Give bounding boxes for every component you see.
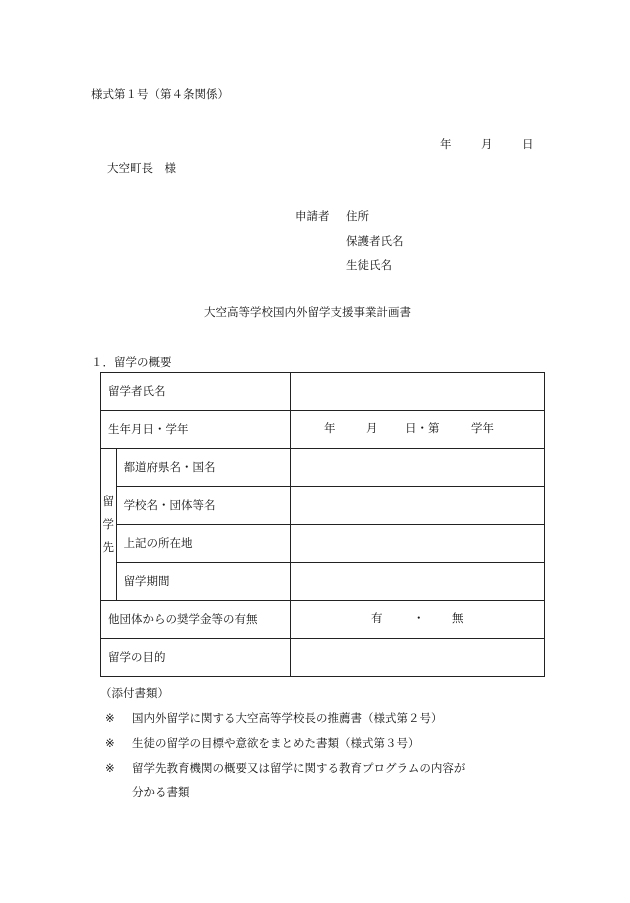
birth-year-label: 年 [324, 421, 336, 435]
table-row [101, 563, 545, 601]
table-row [101, 411, 545, 449]
address-label: 住所 [346, 209, 369, 223]
purpose-value-cell[interactable] [291, 639, 545, 677]
student-name-label: 生徒氏名 [346, 258, 392, 272]
addressee: 大空町長 様 [107, 161, 176, 175]
school-org-row-label: 学校名・団体等名 [116, 487, 290, 525]
scholarship-row-label: 他団体からの奨学金等の有無 [101, 601, 291, 639]
birth-month-label: 月 [366, 421, 378, 435]
guardian-name-label: 保護者氏名 [346, 234, 404, 248]
attachments-heading: （添付書類） [100, 686, 169, 700]
location-value-cell[interactable] [291, 525, 545, 563]
table-row [101, 639, 545, 677]
note-mark: ※ [105, 711, 115, 725]
prefecture-country-value-cell[interactable] [291, 449, 545, 487]
list-item: ※ 生徒の留学の目標や意欲をまとめた書類（様式第３号） [105, 736, 420, 750]
table-row [101, 449, 545, 487]
location-row-label: 上記の所在地 [116, 525, 290, 563]
school-org-value-cell[interactable] [291, 487, 545, 525]
birth-grade-value-cell[interactable] [291, 411, 545, 449]
applicant-label: 申請者 [295, 209, 330, 223]
scholarship-no-option[interactable]: 無 [452, 611, 464, 625]
list-item: ※ 国内外留学に関する大空高等学校長の推薦書（様式第２号） [105, 711, 443, 725]
student-name-value-cell[interactable] [291, 373, 545, 411]
date-month-label: 月 [481, 137, 493, 151]
period-row-label: 留学期間 [116, 563, 290, 601]
date-day-label: 日 [522, 137, 534, 151]
document-title: 大空高等学校国内外留学支援事業計画書 [204, 305, 411, 319]
grade-label: 学年 [471, 421, 494, 435]
scholarship-yes-option[interactable]: 有 [371, 611, 383, 625]
section1-heading: １．留学の概要 [91, 355, 172, 369]
table-row [101, 487, 545, 525]
prefecture-country-row-label: 都道府県名・国名 [116, 449, 290, 487]
list-item-continuation: 分かる書類 [132, 785, 190, 799]
student-name-row-label: 留学者氏名 [101, 373, 291, 411]
birth-day-grade-label: 日・第 [405, 421, 440, 435]
purpose-row-label: 留学の目的 [101, 639, 291, 677]
table-row [101, 373, 545, 411]
scholarship-separator: ・ [413, 611, 425, 625]
study-abroad-overview-table [100, 372, 545, 677]
scholarship-value-cell[interactable] [291, 601, 545, 639]
table-row [101, 525, 545, 563]
form-number: 様式第１号（第４条関係） [91, 87, 229, 101]
list-item: ※ 留学先教育機関の概要又は留学に関する教育プログラムの内容が [105, 761, 466, 775]
birth-grade-row-label: 生年月日・学年 [101, 411, 291, 449]
note-mark: ※ [105, 736, 115, 750]
note-mark: ※ [105, 761, 115, 775]
table-row [101, 601, 545, 639]
destination-side-label: 留 学 先 [101, 449, 117, 601]
date-year-label: 年 [440, 137, 452, 151]
period-value-cell[interactable] [291, 563, 545, 601]
